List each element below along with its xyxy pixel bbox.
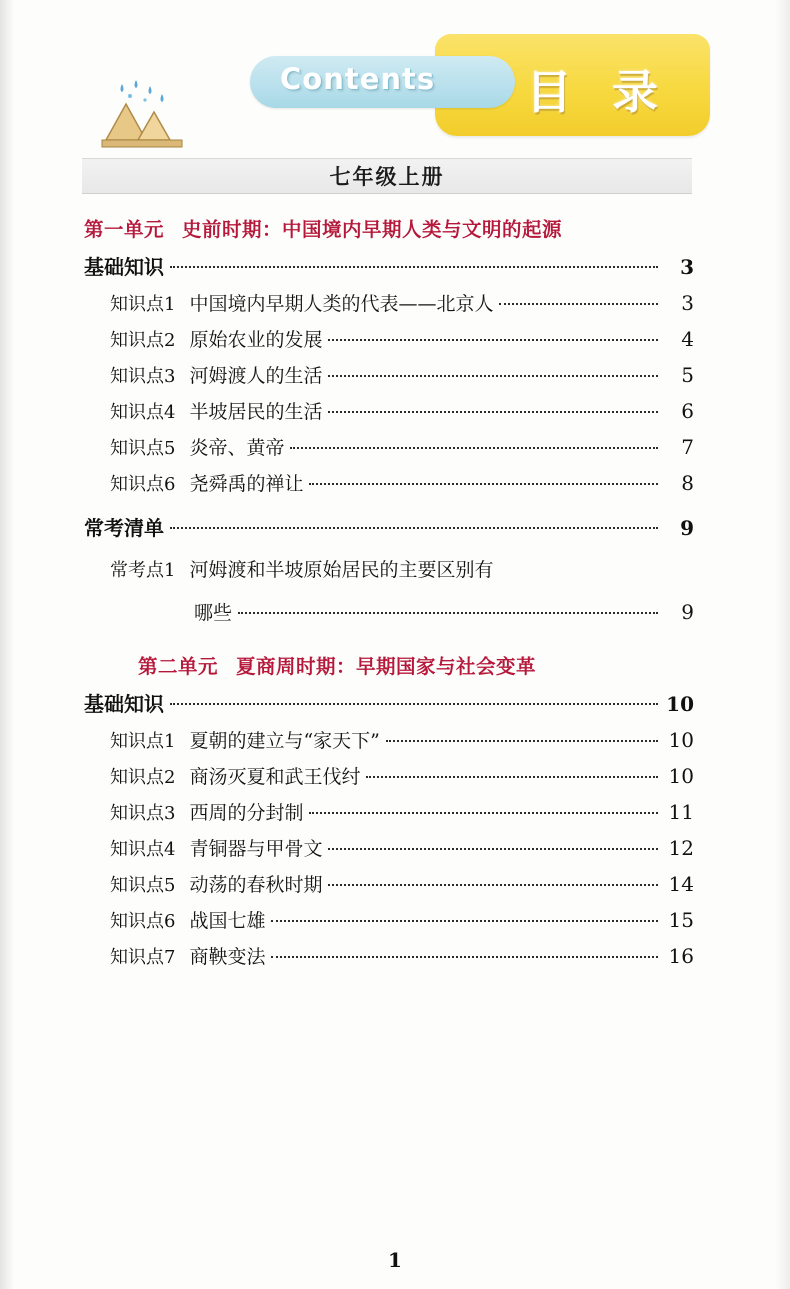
leader-dots <box>328 399 658 418</box>
entry-number: 1 <box>164 560 176 581</box>
entry-page: 8 <box>681 471 694 495</box>
unit-name: 夏商周时期：早期国家与社会变革 <box>236 655 537 678</box>
entry-kind: 知识点 <box>110 330 164 351</box>
entry-kind: 知识点 <box>110 474 164 495</box>
entry-page: 4 <box>681 327 694 351</box>
toc-entry-row[interactable] <box>82 726 694 753</box>
toc-entry-row[interactable] <box>82 798 694 825</box>
entry-kind: 知识点 <box>110 438 164 459</box>
leader-dots <box>170 254 658 274</box>
entry-title: 战国七雄 <box>189 910 266 932</box>
entry-page: 5 <box>681 363 694 387</box>
leader-dots <box>386 728 658 747</box>
leader-dots <box>309 471 658 490</box>
toc-section-row[interactable] <box>82 688 694 717</box>
entry-title: 半坡居民的生活 <box>189 401 323 423</box>
entry-title: 商鞅变法 <box>189 946 266 968</box>
entry-number: 6 <box>164 911 176 932</box>
page-number: 1 <box>388 1248 402 1272</box>
toc-entry-continuation-row[interactable] <box>82 598 694 625</box>
banner-english-title: Contents <box>280 62 436 96</box>
banner-chinese-title: 目 录 <box>526 65 671 119</box>
unit-title <box>82 214 694 242</box>
pyramid-illustration-icon <box>100 78 186 158</box>
leader-dots <box>271 908 658 927</box>
entry-number: 3 <box>164 803 176 824</box>
entry-number: 4 <box>164 402 176 423</box>
toc-entry-row[interactable] <box>82 289 694 316</box>
contents-banner <box>250 34 710 154</box>
entry-kind: 知识点 <box>110 803 164 824</box>
leader-dots <box>499 291 658 310</box>
entry-page: 11 <box>668 800 694 824</box>
entry-title: 尧舜禹的禅让 <box>189 473 304 495</box>
toc-entry-row[interactable] <box>82 397 694 424</box>
entry-kind: 知识点 <box>110 947 164 968</box>
entry-title: 原始农业的发展 <box>189 329 323 351</box>
page-edge-shadow-right <box>776 0 790 1289</box>
unit-title <box>82 651 694 679</box>
grade-bar <box>82 158 692 194</box>
section-name: 基础知识 <box>84 255 164 279</box>
section-page: 10 <box>666 692 694 716</box>
entry-number: 1 <box>164 731 176 752</box>
unit-label: 第一单元 <box>84 218 165 241</box>
leader-dots <box>328 327 658 346</box>
entry-page: 7 <box>681 435 694 459</box>
entry-page: 3 <box>681 291 694 315</box>
entry-number: 5 <box>164 438 176 459</box>
entry-title: 炎帝、黄帝 <box>189 437 285 459</box>
entry-title: 河姆渡人的生活 <box>189 365 323 387</box>
entry-page: 9 <box>681 600 694 624</box>
toc-entry-row[interactable] <box>82 834 694 861</box>
section-name: 常考清单 <box>84 516 164 540</box>
toc-entry-row[interactable] <box>82 433 694 460</box>
leader-dots <box>170 691 658 711</box>
entry-title: 夏朝的建立与“家天下” <box>189 730 380 752</box>
entry-title: 动荡的春秋时期 <box>189 874 323 896</box>
section-name: 基础知识 <box>84 692 164 716</box>
section-page: 9 <box>680 516 694 540</box>
entry-number: 6 <box>164 474 176 495</box>
entry-page: 12 <box>668 836 694 860</box>
leader-dots <box>366 764 658 783</box>
entry-page: 16 <box>668 944 694 968</box>
entry-number: 2 <box>164 767 176 788</box>
toc-entry-row[interactable] <box>82 361 694 388</box>
toc-entry-row[interactable] <box>82 555 694 582</box>
unit-name: 史前时期：中国境内早期人类与文明的起源 <box>182 218 563 241</box>
grade-bar-label: 七年级上册 <box>329 164 445 189</box>
entry-kind: 知识点 <box>110 875 164 896</box>
page-edge-shadow-left <box>0 0 14 1289</box>
toc-section-row[interactable] <box>82 512 694 541</box>
entry-page: 6 <box>681 399 694 423</box>
entry-title: 中国境内早期人类的代表——北京人 <box>189 293 494 315</box>
entry-kind: 知识点 <box>110 294 164 315</box>
entry-number: 1 <box>164 294 176 315</box>
entry-kind: 知识点 <box>110 839 164 860</box>
leader-dots <box>309 800 658 819</box>
entry-page: 10 <box>668 764 694 788</box>
leader-dots <box>328 836 658 855</box>
leader-dots <box>290 435 658 454</box>
leader-dots <box>328 363 658 382</box>
table-of-contents <box>82 200 694 978</box>
entry-number: 5 <box>164 875 176 896</box>
entry-title: 西周的分封制 <box>189 802 304 824</box>
entry-page: 10 <box>668 728 694 752</box>
leader-dots <box>238 600 658 619</box>
entry-number: 3 <box>164 366 176 387</box>
entry-title-continuation: 哪些 <box>194 602 233 624</box>
toc-section-row[interactable] <box>82 251 694 280</box>
entry-number: 4 <box>164 839 176 860</box>
entry-page: 15 <box>668 908 694 932</box>
leader-dots <box>271 944 658 963</box>
entry-kind: 知识点 <box>110 767 164 788</box>
leader-dots <box>328 872 658 891</box>
section-page: 3 <box>680 255 694 279</box>
toc-entry-row[interactable] <box>82 325 694 352</box>
toc-entry-row[interactable] <box>82 762 694 789</box>
entry-kind: 知识点 <box>110 911 164 932</box>
entry-page: 14 <box>668 872 694 896</box>
entry-title: 商汤灭夏和武王伐纣 <box>189 766 361 788</box>
entry-kind: 知识点 <box>110 402 164 423</box>
unit-label: 第二单元 <box>138 655 219 678</box>
entry-kind: 知识点 <box>110 731 164 752</box>
toc-entry-row[interactable] <box>82 942 694 969</box>
entry-kind: 知识点 <box>110 366 164 387</box>
leader-dots <box>170 515 658 535</box>
entry-title: 河姆渡和半坡原始居民的主要区别有 <box>189 559 494 581</box>
entry-kind: 常考点 <box>110 560 164 581</box>
entry-number: 2 <box>164 330 176 351</box>
toc-entry-row[interactable] <box>82 870 694 897</box>
entry-number: 7 <box>164 947 176 968</box>
toc-entry-row[interactable] <box>82 469 694 496</box>
entry-title: 青铜器与甲骨文 <box>189 838 323 860</box>
toc-entry-row[interactable] <box>82 906 694 933</box>
